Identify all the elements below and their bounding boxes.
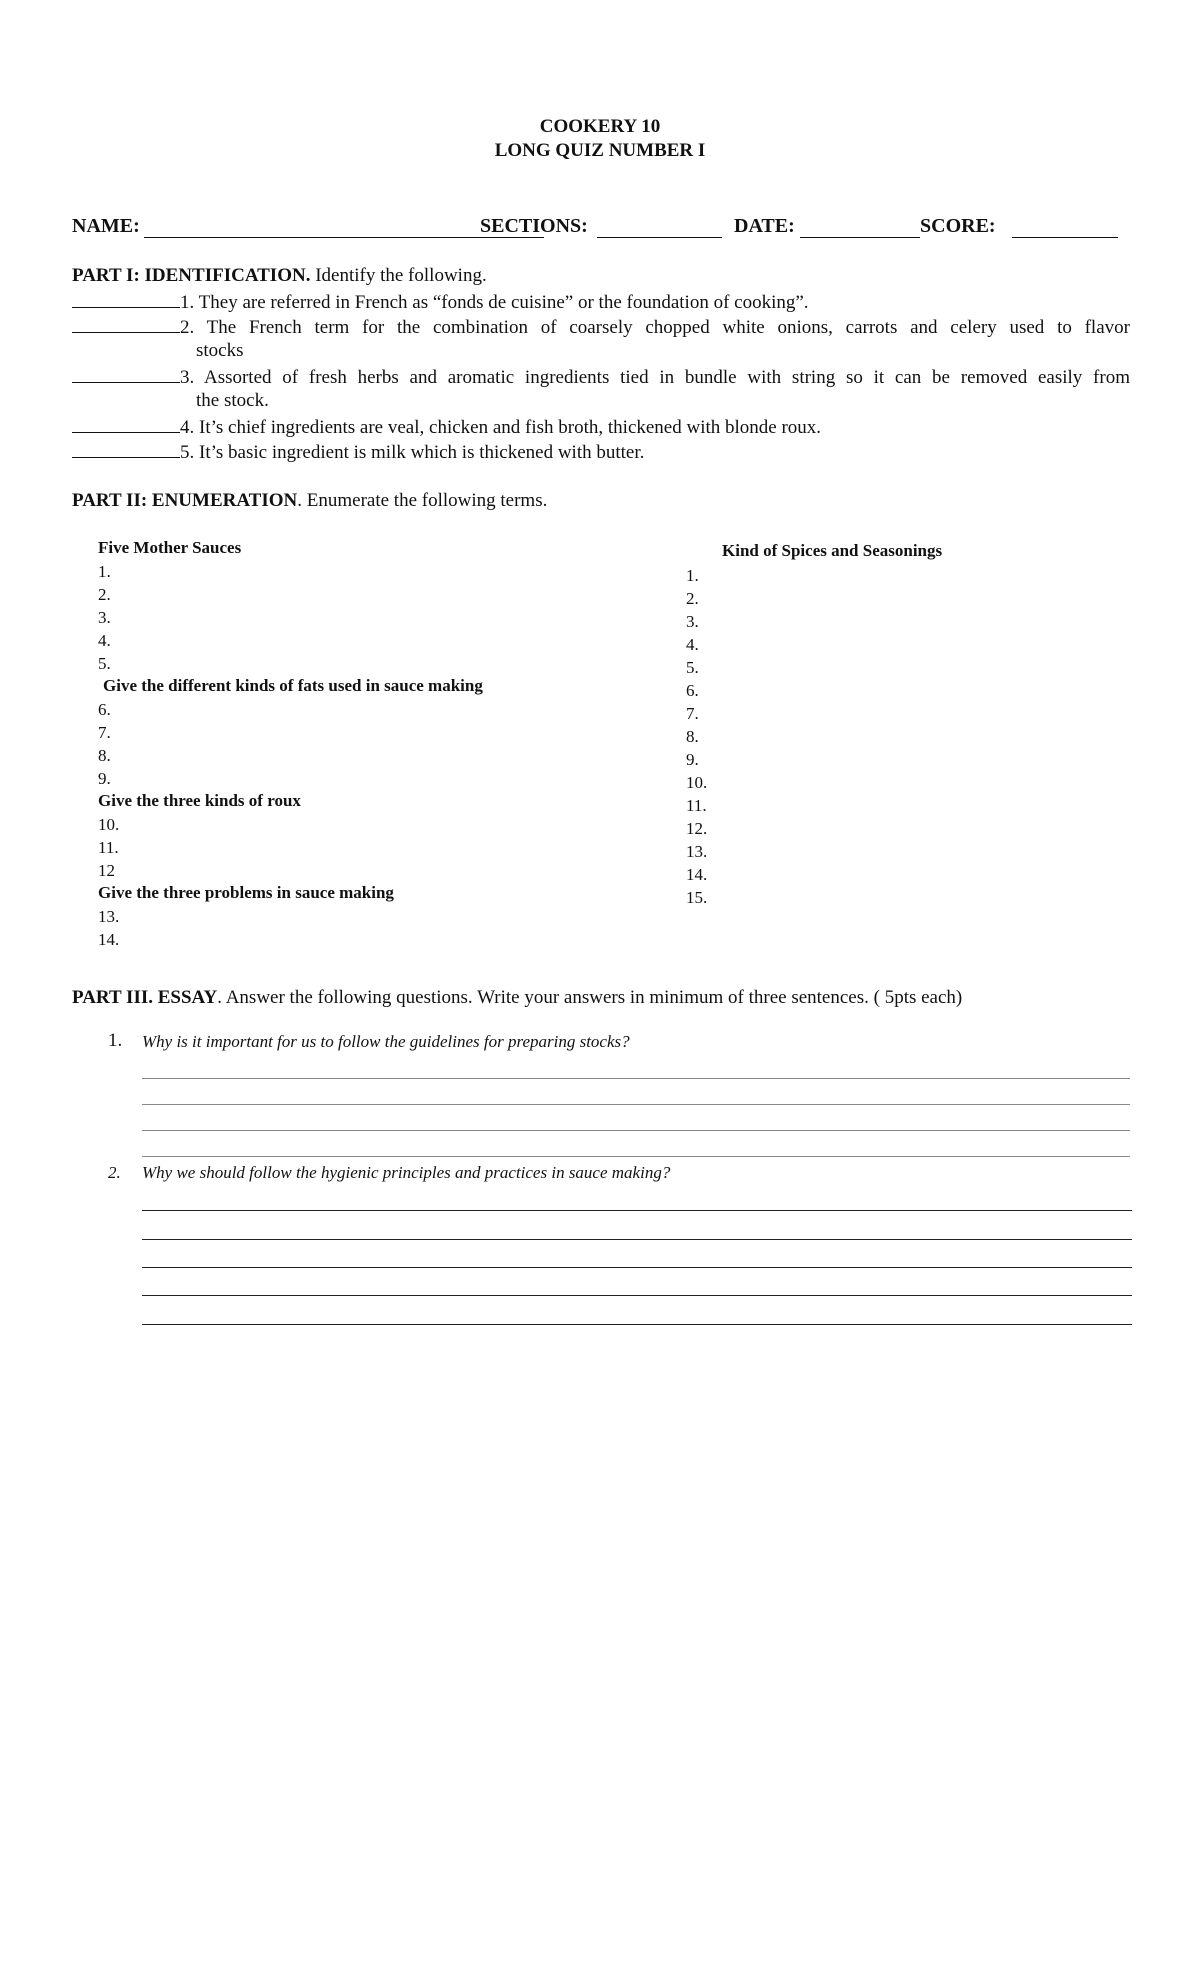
- spice-13: 13.: [686, 842, 708, 861]
- student-info-line: [72, 215, 1130, 241]
- answer-blank[interactable]: [72, 440, 180, 458]
- answer-blank[interactable]: [72, 290, 180, 308]
- spice-15: 15.: [686, 888, 708, 907]
- item-text: The French term for the combination of coarsely chopped white onions, carrots and celery used to flavor: [206, 317, 1130, 338]
- answer-blank[interactable]: [72, 365, 180, 383]
- enum-13: 13.: [98, 907, 120, 926]
- spice-2: 2.: [686, 589, 699, 608]
- enum-10: 10.: [98, 815, 120, 834]
- spice-7: 7.: [686, 704, 699, 723]
- enum-8: 8.: [98, 746, 111, 765]
- document-title: COOKERY 10: [539, 116, 661, 137]
- part1-header: [72, 265, 487, 287]
- answer-line[interactable]: [142, 1210, 1132, 1211]
- answer-line[interactable]: [142, 1104, 1130, 1105]
- identification-item-2: [72, 315, 1130, 339]
- fats-title: Give the different kinds of fats used in sauce making: [103, 676, 483, 695]
- spice-6: 6.: [686, 681, 699, 700]
- spice-8: 8.: [686, 727, 699, 746]
- spice-3: 3.: [686, 612, 699, 631]
- part3-heading: PART III. ESSAY: [72, 987, 218, 1008]
- problems-title: Give the three problems in sauce making: [98, 883, 394, 902]
- spice-12: 12.: [686, 819, 708, 838]
- answer-line[interactable]: [142, 1295, 1132, 1296]
- answer-line[interactable]: [142, 1239, 1132, 1240]
- spice-1: 1.: [686, 566, 699, 585]
- document-subtitle: LONG QUIZ NUMBER I: [494, 140, 706, 161]
- answer-line[interactable]: [142, 1156, 1130, 1157]
- essay-question-2: Why we should follow the hygienic principles and practices in sauce making?: [142, 1163, 671, 1182]
- enum-5: 5.: [98, 654, 111, 673]
- enum-7: 7.: [98, 723, 111, 742]
- sections-label: SECTIONS:: [480, 215, 588, 237]
- date-blank[interactable]: [800, 237, 920, 238]
- sections-blank[interactable]: [597, 237, 722, 238]
- enum-2: 2.: [98, 585, 111, 604]
- essay-question-1-number: 1.: [108, 1030, 123, 1051]
- item-number: 4.: [180, 417, 195, 438]
- enum-14: 14.: [98, 930, 120, 949]
- part1-heading: PART I: IDENTIFICATION.: [72, 265, 311, 286]
- identification-item-4: [72, 415, 821, 439]
- score-blank[interactable]: [1012, 237, 1118, 238]
- score-label: SCORE:: [920, 215, 996, 237]
- item-text: It’s chief ingredients are veal, chicken and fish broth, thickened with blonde roux.: [199, 417, 822, 438]
- mother-sauces-title: Five Mother Sauces: [98, 538, 242, 557]
- part3-header: [72, 987, 962, 1009]
- identification-item-3-continued: the stock.: [196, 390, 269, 411]
- part1-instruction: Identify the following.: [315, 265, 487, 286]
- answer-line[interactable]: [142, 1078, 1130, 1079]
- part3-instruction: . Answer the following questions. Write your answers in minimum of three sentences. ( 5pts each): [217, 987, 963, 1008]
- spice-10: 10.: [686, 773, 708, 792]
- spice-11: 11.: [686, 796, 707, 815]
- answer-blank[interactable]: [72, 415, 180, 433]
- item-text: Assorted of fresh herbs and aromatic ingredients tied in bundle with string so it can be removed easily from: [203, 367, 1130, 388]
- spice-5: 5.: [686, 658, 699, 677]
- spice-14: 14.: [686, 865, 708, 884]
- spice-4: 4.: [686, 635, 699, 654]
- spice-9: 9.: [686, 750, 699, 769]
- answer-line[interactable]: [142, 1267, 1132, 1268]
- essay-question-1: Why is it important for us to follow the guidelines for preparing stocks?: [142, 1032, 630, 1051]
- enum-6: 6.: [98, 700, 111, 719]
- part2-heading: PART II: ENUMERATION: [72, 490, 298, 511]
- answer-line[interactable]: [142, 1324, 1132, 1325]
- item-number: 5.: [180, 442, 195, 463]
- item-number: 2.: [180, 317, 195, 338]
- name-label: NAME:: [72, 215, 140, 237]
- enum-11: 11.: [98, 838, 119, 857]
- identification-item-5: [72, 440, 644, 464]
- identification-item-3: [72, 365, 1130, 389]
- answer-blank[interactable]: [72, 315, 180, 333]
- enum-3: 3.: [98, 608, 111, 627]
- part2-header: [72, 490, 547, 512]
- identification-item-1: [72, 290, 809, 314]
- part2-instruction: . Enumerate the following terms.: [297, 490, 548, 511]
- item-text: They are referred in French as “fonds de cuisine” or the foundation of cooking”.: [198, 292, 809, 313]
- enum-12: 12: [98, 861, 115, 880]
- enum-1: 1.: [98, 562, 111, 581]
- item-text: It’s basic ingredient is milk which is thickened with butter.: [199, 442, 645, 463]
- enum-9: 9.: [98, 769, 111, 788]
- enum-4: 4.: [98, 631, 111, 650]
- answer-line[interactable]: [142, 1130, 1130, 1131]
- spices-title: Kind of Spices and Seasonings: [722, 541, 943, 560]
- essay-question-2-number: 2.: [108, 1163, 121, 1182]
- identification-item-2-continued: stocks: [196, 340, 244, 361]
- item-number: 3.: [180, 367, 195, 388]
- item-number: 1.: [180, 292, 195, 313]
- date-label: DATE:: [734, 215, 795, 237]
- roux-title: Give the three kinds of roux: [98, 791, 301, 810]
